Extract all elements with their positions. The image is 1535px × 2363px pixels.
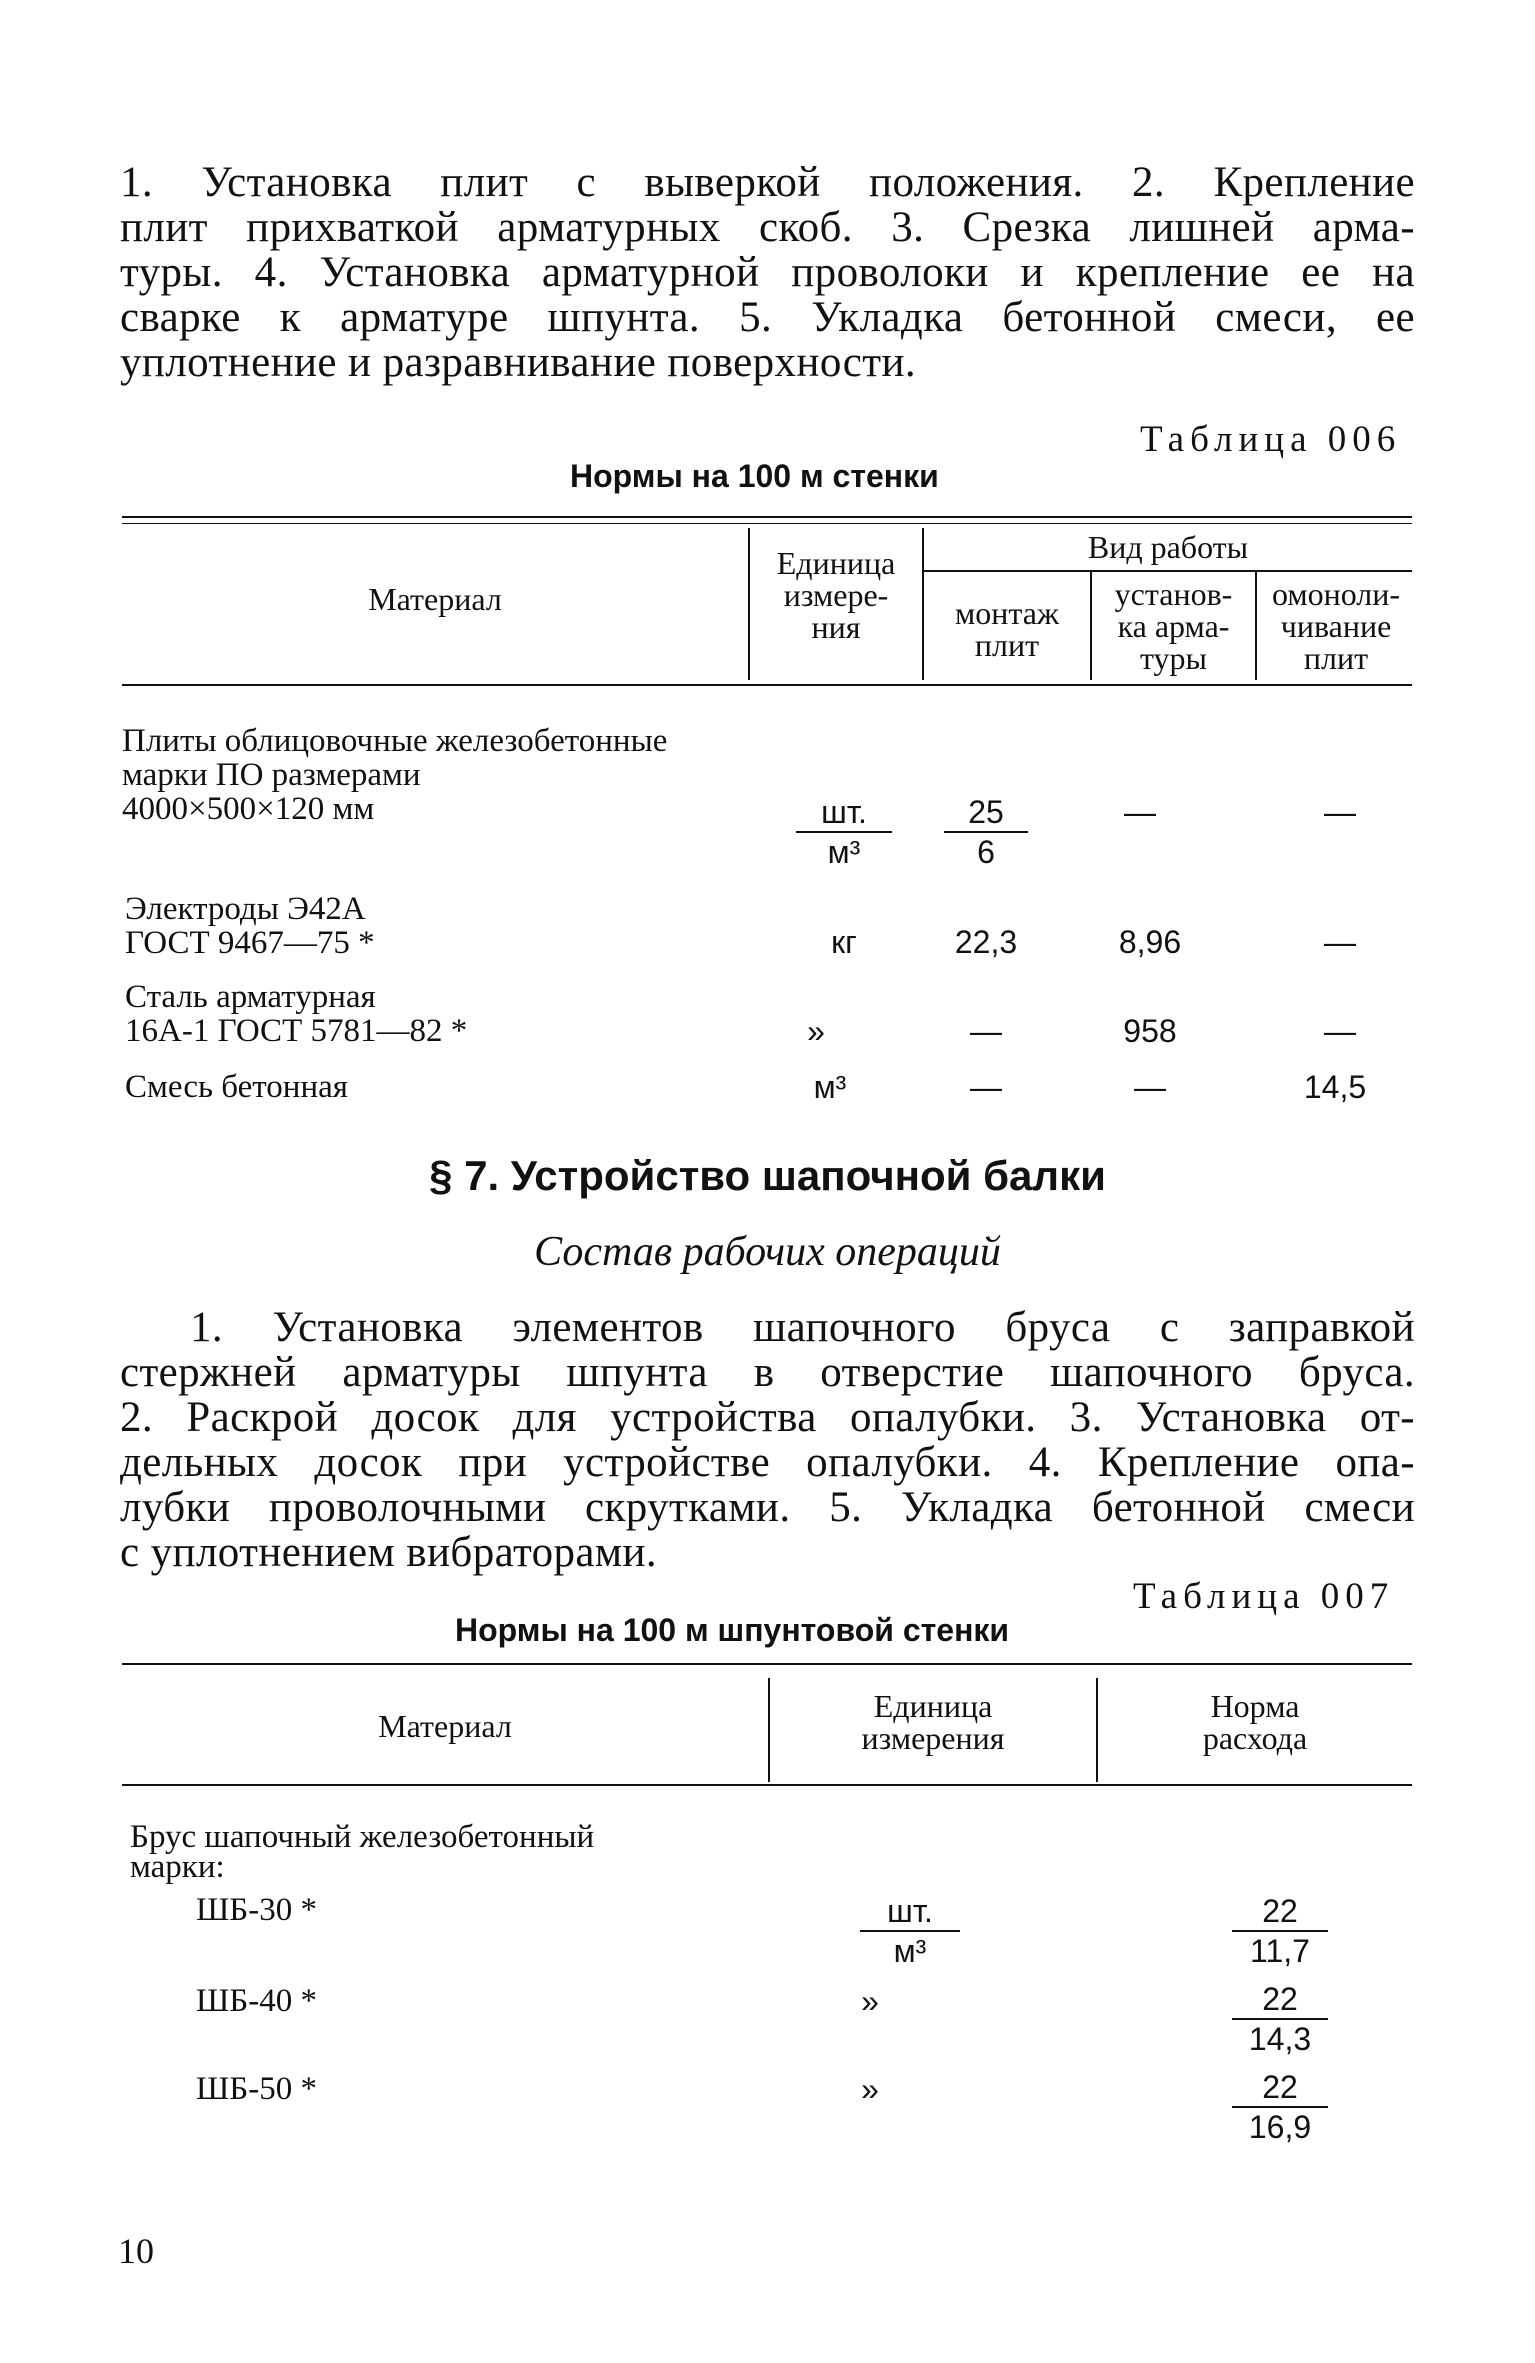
value-cell: — <box>1324 794 1356 830</box>
paragraph-line: туры. 4. Установка арматурной проволоки и крепление ее на <box>120 249 1415 296</box>
material-line: ГОСТ 9467—75 * <box>125 925 375 961</box>
unit-fraction <box>860 1892 960 1970</box>
norm-fraction <box>1232 1892 1328 1970</box>
header-unit-line: измере- <box>783 577 889 613</box>
header-work-type: Вид работы <box>1087 529 1249 565</box>
value-cell: — <box>1134 1069 1166 1105</box>
table-row-material: Смесь бетонная <box>125 1069 348 1105</box>
header-unit <box>770 1690 1096 1754</box>
paragraph-line: лубки проволочными скрутками. 5. Укладка бетонной смеси <box>120 1484 1415 1531</box>
fraction-numerator: шт. <box>860 1892 960 1932</box>
paragraph-line: с уплотнением вибраторами. <box>120 1529 658 1576</box>
header-line: омоноли- <box>1271 576 1401 612</box>
header-line: расхода <box>1202 1720 1308 1756</box>
material-line: Электроды Э42А <box>125 891 366 927</box>
header-material: Материал <box>368 581 502 617</box>
paragraph-line: плит прихваткой арматурных скоб. 3. Срезка лишней арма- <box>120 204 1415 251</box>
table-006-title: Нормы на 100 м стенки <box>570 458 939 494</box>
header-line: туры <box>1139 640 1208 676</box>
table-007-top-rule <box>122 1663 1412 1665</box>
fraction-denominator: м³ <box>893 1933 927 1969</box>
value-cell: — <box>970 1069 1002 1105</box>
value-cell: — <box>1324 1013 1356 1049</box>
table-007-title: Нормы на 100 м шпунтовой стенки <box>455 1612 1010 1648</box>
table-007-caption: Таблица 007 <box>1133 1576 1395 1617</box>
value-cell: 8,96 <box>1118 924 1182 960</box>
header-unit-line: Единица <box>776 545 896 581</box>
intro-line: марки: <box>130 1849 225 1885</box>
fraction-denominator: 6 <box>977 834 995 870</box>
header-line: измерения <box>861 1720 1005 1756</box>
header-col-mounting <box>924 597 1090 661</box>
paragraph-line: дельных досок при устройстве опалубки. 4. Крепление опа- <box>120 1439 1415 1486</box>
unit-cell: » <box>861 2071 879 2107</box>
material-line: Сталь арматурная <box>125 979 376 1015</box>
header-line: Единица <box>873 1688 993 1724</box>
material-line: Плиты облицовочные железобетонные <box>122 723 668 759</box>
header-line: плит <box>1303 640 1369 676</box>
section-paragraph <box>120 1305 1415 1575</box>
table-row-material: ШБ-40 * <box>196 1983 317 2019</box>
paragraph-line: 1. Установка элементов шапочного бруса с заправкой <box>190 1304 1415 1351</box>
paragraph-line: 2. Раскрой досок для устройства опалубки. 3. Установка от- <box>120 1394 1415 1441</box>
header-line: плит <box>974 627 1040 663</box>
page-number: 10 <box>118 2231 154 2271</box>
header-line: установ- <box>1114 576 1233 612</box>
unit-cell: кг <box>831 924 857 960</box>
intro-paragraph <box>120 160 1415 385</box>
paragraph-line: уплотнение и разравнивание поверхности. <box>120 339 917 386</box>
header-line: монтаж <box>954 595 1060 631</box>
table-intro <box>130 1819 595 1885</box>
table-row-material <box>122 724 667 826</box>
unit-fraction <box>796 793 892 871</box>
header-material: Материал <box>378 1708 512 1744</box>
header-line: Норма <box>1210 1688 1300 1724</box>
fraction-numerator: 25 <box>944 793 1028 833</box>
table-006-caption: Таблица 006 <box>1140 419 1402 460</box>
header-line: ка арма- <box>1117 608 1230 644</box>
table-006-header-bottom-rule <box>122 684 1412 686</box>
value-cell: — <box>970 1013 1002 1049</box>
material-line: марки ПО размерами <box>122 757 421 793</box>
fraction-numerator: шт. <box>796 793 892 833</box>
table-006-top-rule <box>122 516 1412 518</box>
value-cell: 14,5 <box>1303 1069 1367 1105</box>
norm-fraction <box>1232 2068 1328 2146</box>
table-006-group-rule <box>922 570 1412 572</box>
fraction-denominator: м³ <box>827 834 861 870</box>
section-subheading: Состав рабочих операций <box>534 1229 1001 1275</box>
table-007-header-bottom-rule <box>122 1784 1412 1786</box>
table-row-material: ШБ-50 * <box>196 2071 317 2107</box>
norm-fraction <box>1232 1980 1328 2058</box>
value-fraction <box>944 793 1028 871</box>
unit-cell: м³ <box>813 1069 847 1105</box>
header-unit-line: ния <box>811 609 861 645</box>
fraction-numerator: 22 <box>1232 1980 1328 2020</box>
header-norm <box>1098 1690 1412 1754</box>
value-cell: — <box>1124 794 1156 830</box>
value-cell: 958 <box>1123 1013 1177 1049</box>
paragraph-line: стержней арматуры шпунта в отверстие шапочного бруса. <box>120 1349 1415 1396</box>
table-row-material <box>125 980 467 1048</box>
header-unit <box>750 547 922 643</box>
fraction-numerator: 22 <box>1232 2068 1328 2108</box>
table-row-material: ШБ-30 * <box>196 1892 317 1928</box>
header-line: чивание <box>1280 608 1392 644</box>
fraction-denominator: 16,9 <box>1248 2109 1312 2145</box>
intro-line: Брус шапочный железобетонный <box>130 1819 595 1855</box>
value-cell: 22,3 <box>954 924 1018 960</box>
paragraph-line: сварке к арматуре шпунта. 5. Укладка бетонной смеси, ее <box>120 294 1415 341</box>
table-row-material <box>125 892 375 960</box>
header-col-monolith <box>1257 578 1415 674</box>
fraction-numerator: 22 <box>1232 1892 1328 1932</box>
fraction-denominator: 11,7 <box>1250 1933 1310 1969</box>
unit-cell: » <box>861 1983 879 2019</box>
header-col-rebar <box>1092 578 1255 674</box>
material-line: 16А-1 ГОСТ 5781—82 * <box>125 1013 468 1049</box>
section-heading: § 7. Устройство шапочной балки <box>429 1152 1106 1199</box>
value-cell: — <box>1324 924 1356 960</box>
paragraph-line: 1. Установка плит с выверкой положения. 2. Крепление <box>120 159 1415 206</box>
unit-cell: » <box>807 1013 825 1049</box>
material-line: 4000×500×120 мм <box>122 791 375 827</box>
fraction-denominator: 14,3 <box>1248 2021 1312 2057</box>
table-006-top-rule-thin <box>122 523 1412 524</box>
